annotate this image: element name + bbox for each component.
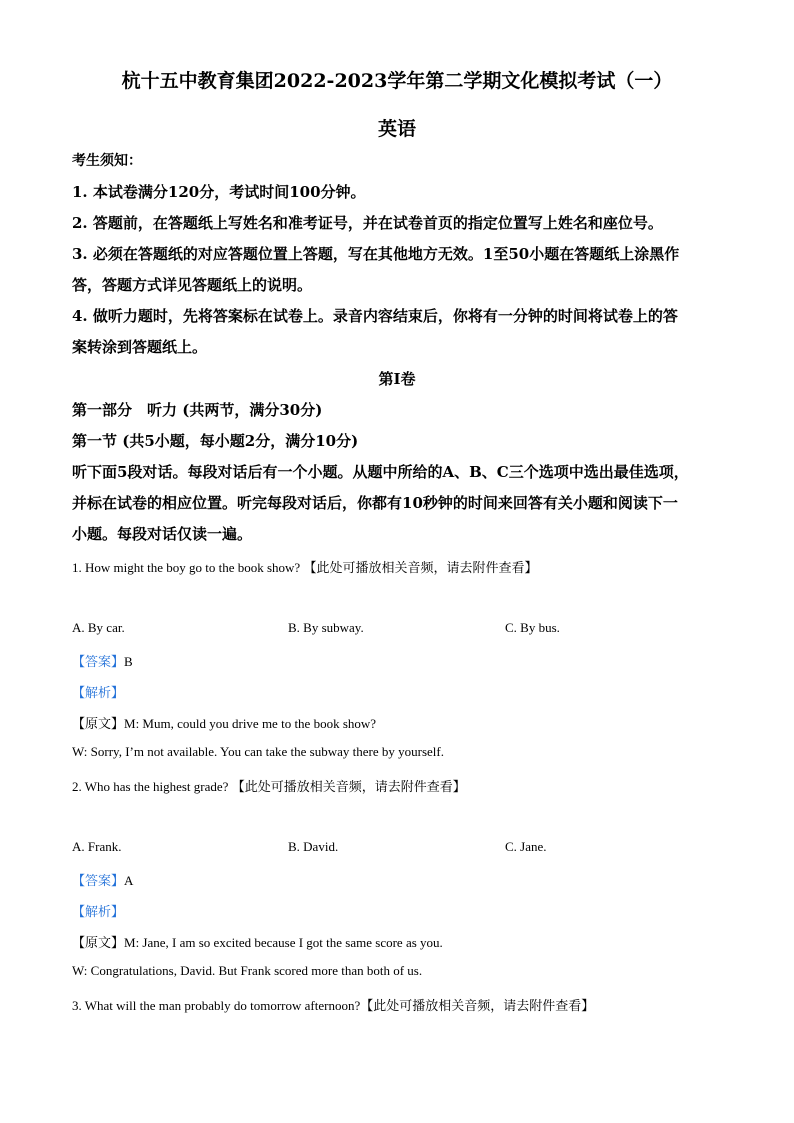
transcript-line: [72, 713, 376, 732]
transcript-reply: W: Congratulations, David. But Frank scored more than both of us.: [72, 963, 423, 978]
subject-title: 英语: [377, 118, 416, 140]
answer-value: B: [124, 654, 133, 669]
option-a: A. Frank.: [72, 839, 122, 854]
question-stem: 2. Who has the highest grade? 【此处可播放相关音频，请去附件查看】: [72, 779, 466, 794]
question-stem: 1. How might the boy go to the book show? 【此处可播放相关音频，请去附件查看】: [72, 560, 538, 575]
transcript-label: 【原文】: [72, 716, 125, 731]
instruction-line: 小题。每段对话仅读一遍。: [72, 525, 253, 543]
subsection-heading: 第一节 (共5小题，每小题2分，满分10分): [72, 432, 359, 450]
answer-label: 【答案】: [72, 873, 125, 888]
transcript-text: M: Mum, could you drive me to the book show?: [124, 716, 377, 731]
option-b: B. By subway.: [288, 620, 364, 635]
question-stem: 3. What will the man probably do tomorrow afternoon?【此处可播放相关音频，请去附件查看】: [72, 998, 595, 1013]
notice-item: 3. 必须在答题纸的对应答题位置上答题，写在其他地方无效。1至50小题在答题纸上涂黑作: [72, 245, 680, 263]
notice-heading: 考生须知：: [72, 153, 142, 169]
answer-label: 【答案】: [72, 654, 125, 669]
instruction-line: 听下面5段对话。每段对话后有一个小题。从题中所给的A、B、C三个选项中选出最佳选项，: [72, 463, 689, 481]
analysis-label: 【解析】: [72, 685, 125, 700]
option-b: B. David.: [288, 839, 339, 854]
transcript-text: M: Jane, I am so excited because I got the same score as you.: [124, 935, 443, 950]
notice-item: 答，答题方式详见答题纸上的说明。: [72, 276, 313, 294]
option-c: C. By bus.: [505, 620, 560, 635]
page-title: 杭十五中教育集团2022-2023学年第二学期文化模拟考试（一）: [121, 70, 673, 92]
answer-line: [72, 651, 133, 670]
part-heading: 第一部分 听力 (共两节，满分30分): [72, 401, 323, 419]
notice-item: 案转涂到答题纸上。: [72, 338, 208, 356]
answer-line: [72, 870, 133, 889]
volume-heading: 第I卷: [378, 370, 416, 388]
option-c: C. Jane.: [505, 839, 547, 854]
answer-value: A: [124, 873, 134, 888]
notice-item: 4. 做听力题时，先将答案标在试卷上。录音内容结束后，你将有一分钟的时间将试卷上的答: [72, 307, 678, 325]
transcript-reply: W: Sorry, I’m not available. You can take the subway there by yourself.: [72, 744, 444, 759]
analysis-label: 【解析】: [72, 904, 125, 919]
instruction-line: 并标在试卷的相应位置。听完每段对话后，你都有10秒钟的时间来回答有关小题和阅读下一: [72, 494, 678, 512]
option-a: A. By car.: [72, 620, 125, 635]
notice-item: 2. 答题前，在答题纸上写姓名和准考证号，并在试卷首页的指定位置写上姓名和座位号。: [72, 214, 663, 232]
transcript-line: [72, 932, 443, 951]
transcript-label: 【原文】: [72, 935, 125, 950]
notice-item: 1. 本试卷满分120分，考试时间100分钟。: [72, 183, 366, 201]
